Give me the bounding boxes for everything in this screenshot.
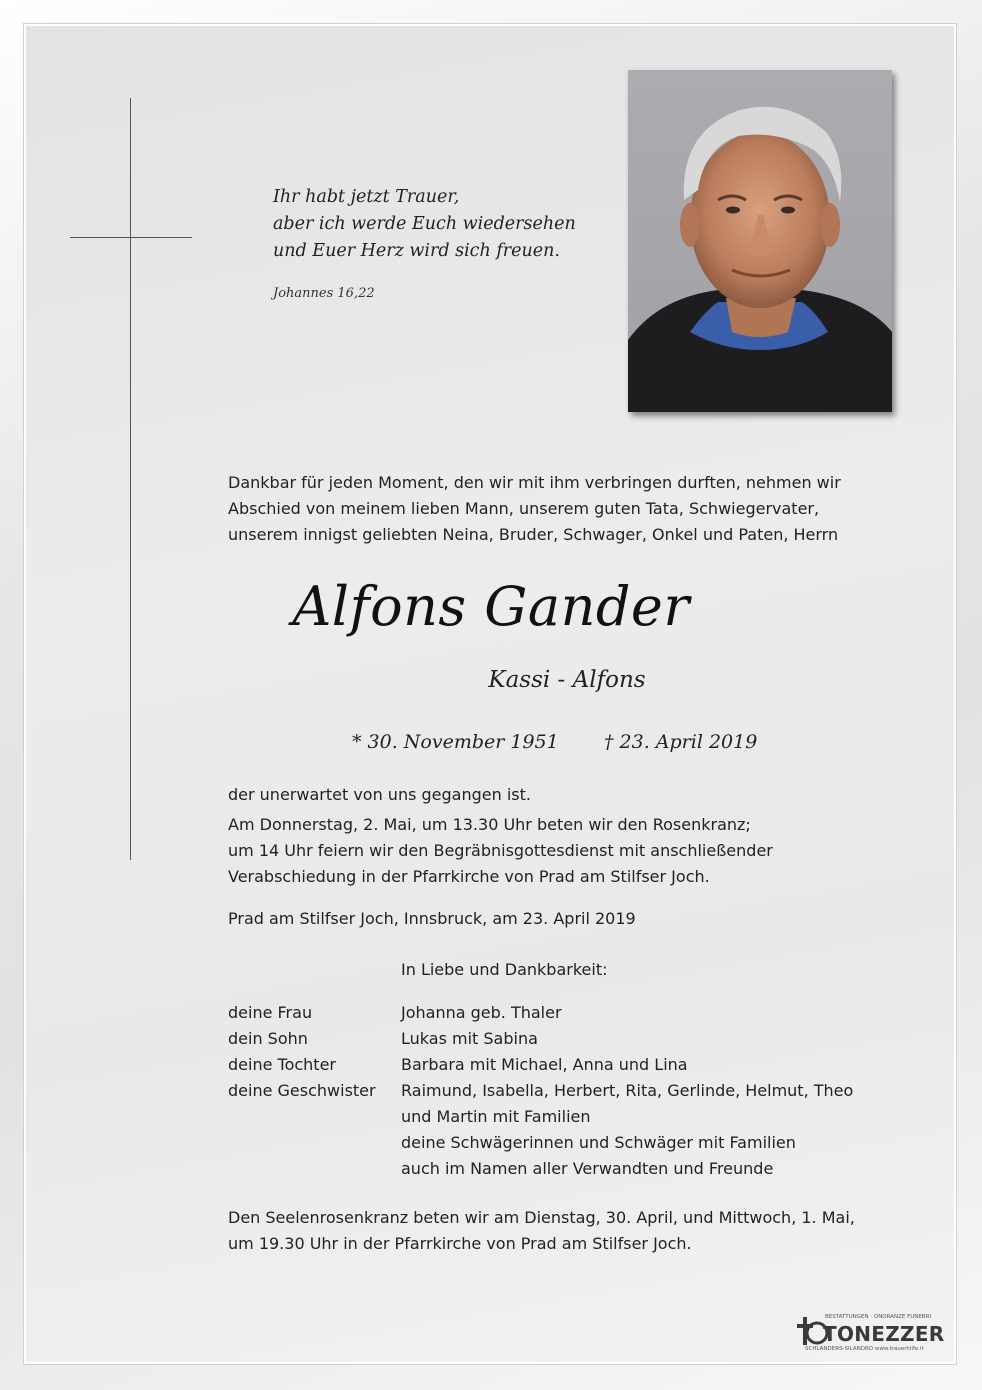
relative-row (228, 1078, 901, 1130)
relative-name-line: Raimund, Isabella, Herbert, Rita, Gerlinde, Helmut, Theo (401, 1081, 854, 1100)
intro-paragraph (228, 470, 841, 548)
logo-subtitle: BESTATTUNGEN · ONORANZE FUNEBRI (825, 1314, 932, 1320)
relative-row (228, 1052, 901, 1078)
cross-horizontal-bar (70, 237, 192, 238)
relative-names (401, 1156, 901, 1182)
relative-name-line: Johanna geb. Thaler (401, 1003, 562, 1022)
relative-label: deine Frau (228, 1003, 313, 1022)
relative-names (401, 1078, 901, 1130)
relative-label (228, 1130, 401, 1156)
relative-row (228, 1000, 901, 1026)
relative-row (228, 1026, 901, 1052)
deceased-name: Alfons Gander (292, 575, 690, 638)
relative-name-line: und Martin mit Familien (401, 1107, 591, 1126)
deceased-nickname: Kassi - Alfons (488, 667, 646, 693)
funeral-home-logo (795, 1313, 953, 1359)
service-paragraph (228, 812, 773, 890)
relative-names (401, 1052, 901, 1078)
relative-name-line: Lukas mit Sabina (401, 1029, 538, 1048)
relative-name-line: deine Schwägerinnen und Schwäger mit Familien (401, 1133, 796, 1152)
intro-line: Abschied von meinem lieben Mann, unserem guten Tata, Schwiegervater, (228, 499, 820, 518)
cross-vertical-bar (130, 98, 131, 860)
relative-label: dein Sohn (228, 1029, 308, 1048)
relative-names (401, 1026, 901, 1052)
service-line: um 14 Uhr feiern wir den Begräbnisgottesdienst mit anschließender (228, 841, 773, 860)
closing-line: In Liebe und Dankbarkeit: (401, 960, 608, 979)
logo-name: TONEZZER (823, 1322, 945, 1346)
relative-names (401, 1000, 901, 1026)
relatives-list (228, 1000, 901, 1182)
portrait-photo (628, 70, 892, 412)
quote-line: Ihr habt jetzt Trauer, (273, 187, 460, 207)
rosary-paragraph (228, 1205, 855, 1257)
relative-name-line: Barbara mit Michael, Anna und Lina (401, 1055, 688, 1074)
service-line: Verabschiedung in der Pfarrkirche von Prad am Stilfser Joch. (228, 867, 710, 886)
place-date: Prad am Stilfser Joch, Innsbruck, am 23. April 2019 (228, 909, 636, 928)
rosary-line: um 19.30 Uhr in der Pfarrkirche von Prad am Stilfser Joch. (228, 1234, 692, 1253)
relative-row (228, 1156, 901, 1182)
quote-line: und Euer Herz wird sich freuen. (273, 241, 560, 261)
relative-label: deine Tochter (228, 1055, 336, 1074)
relative-label (228, 1156, 401, 1182)
relative-names (401, 1130, 901, 1156)
relative-label: deine Geschwister (228, 1081, 376, 1100)
rosary-line: Den Seelenrosenkranz beten wir am Dienstag, 30. April, und Mittwoch, 1. Mai, (228, 1208, 855, 1227)
quote-line: aber ich werde Euch wiedersehen (273, 214, 576, 234)
passed-text: der unerwartet von uns gegangen ist. (228, 785, 531, 804)
logo-footer: SCHLANDERS-SILANDRO www.trauerhilfe.it (805, 1346, 924, 1352)
relative-row (228, 1130, 901, 1156)
death-date: † 23. April 2019 (604, 731, 758, 753)
relative-name-line: auch im Namen aller Verwandten und Freunde (401, 1159, 774, 1178)
bible-quote (273, 184, 576, 265)
intro-line: unserem innigst geliebten Neina, Bruder, Schwager, Onkel und Paten, Herrn (228, 525, 839, 544)
portrait-image (628, 70, 892, 412)
intro-line: Dankbar für jeden Moment, den wir mit ihm verbringen durften, nehmen wir (228, 473, 841, 492)
birth-date: * 30. November 1951 (352, 731, 559, 753)
quote-reference: Johannes 16,22 (273, 286, 375, 301)
service-line: Am Donnerstag, 2. Mai, um 13.30 Uhr beten wir den Rosenkranz; (228, 815, 751, 834)
